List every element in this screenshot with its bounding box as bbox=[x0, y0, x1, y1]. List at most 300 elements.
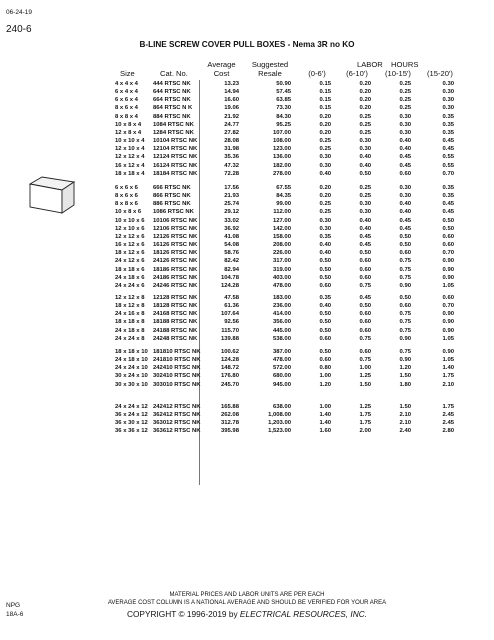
cell-labor-0-6: 0.40 bbox=[319, 242, 331, 249]
cell-suggested-resale: 236.00 bbox=[272, 303, 291, 310]
cell-average-cost: 21.92 bbox=[224, 113, 239, 120]
cell-labor-6-10: 0.45 bbox=[359, 233, 371, 240]
cell-average-cost: 41.08 bbox=[224, 233, 239, 240]
cell-suggested-resale: 136.00 bbox=[272, 154, 291, 161]
cell-suggested-resale: 63.85 bbox=[276, 97, 291, 104]
cell-labor-15-20: 2.45 bbox=[442, 412, 454, 419]
cell-labor-6-10: 0.60 bbox=[359, 319, 371, 326]
cell-suggested-resale: 158.00 bbox=[272, 233, 291, 240]
cell-suggested-resale: 123.00 bbox=[272, 146, 291, 153]
cell-labor-10-15: 0.40 bbox=[399, 146, 411, 153]
cell-cat-no: 24186 RTSC NK bbox=[153, 274, 198, 281]
cell-labor-15-20: 0.35 bbox=[442, 113, 454, 120]
header-hours: HOURS bbox=[391, 60, 419, 69]
cell-average-cost: 24.77 bbox=[224, 121, 239, 128]
cell-labor-0-6: 1.40 bbox=[319, 412, 331, 419]
cell-size: 30 x 24 x 10 bbox=[115, 373, 148, 380]
cell-labor-10-15: 0.30 bbox=[399, 193, 411, 200]
cell-average-cost: 27.82 bbox=[224, 129, 239, 136]
cell-labor-15-20: 0.60 bbox=[442, 295, 454, 301]
cell-labor-10-15: 0.40 bbox=[399, 201, 411, 208]
cell-size: 12 x 12 x 6 bbox=[115, 233, 145, 240]
cell-labor-0-6: 0.20 bbox=[319, 193, 331, 200]
cell-average-cost: 312.78 bbox=[220, 420, 239, 427]
cell-average-cost: 19.06 bbox=[224, 105, 239, 112]
cell-labor-15-20: 0.35 bbox=[442, 185, 454, 191]
cell-size: 8 x 6 x 4 bbox=[115, 105, 138, 112]
cell-size: 12 x 12 x 8 bbox=[115, 295, 145, 301]
cell-labor-6-10: 0.25 bbox=[359, 113, 371, 120]
cell-size: 8 x 8 x 6 bbox=[115, 201, 138, 208]
cell-average-cost: 17.56 bbox=[224, 185, 239, 191]
cell-labor-6-10: 0.60 bbox=[359, 311, 371, 318]
cell-suggested-resale: 356.00 bbox=[272, 319, 291, 326]
cell-size: 10 x 8 x 4 bbox=[115, 121, 142, 128]
cell-average-cost: 124.28 bbox=[220, 357, 239, 364]
cell-cat-no: 666 RTSC NK bbox=[153, 185, 191, 191]
cell-labor-0-6: 0.30 bbox=[319, 225, 331, 232]
cell-average-cost: 14.94 bbox=[224, 89, 239, 96]
cell-labor-15-20: 0.30 bbox=[442, 89, 454, 96]
cell-labor-0-6: 0.60 bbox=[319, 357, 331, 364]
cell-labor-10-15: 1.50 bbox=[399, 373, 411, 380]
cell-average-cost: 107.64 bbox=[220, 311, 239, 318]
cell-size: 24 x 24 x 10 bbox=[115, 365, 148, 372]
cell-suggested-resale: 67.55 bbox=[276, 185, 291, 191]
cell-labor-15-20: 0.90 bbox=[442, 266, 454, 273]
cell-labor-0-6: 0.60 bbox=[319, 335, 331, 342]
cell-suggested-resale: 112.00 bbox=[273, 209, 291, 216]
cell-suggested-resale: 1,203.00 bbox=[268, 420, 291, 427]
cell-cat-no: 18184 RTSC NK bbox=[153, 170, 198, 177]
cell-average-cost: 165.88 bbox=[220, 404, 239, 410]
cell-labor-6-10: 0.30 bbox=[359, 138, 371, 145]
cell-suggested-resale: 107.00 bbox=[272, 129, 291, 136]
cell-average-cost: 395.98 bbox=[220, 428, 239, 435]
cell-labor-0-6: 0.40 bbox=[319, 170, 331, 177]
cell-labor-10-15: 0.60 bbox=[399, 250, 411, 257]
cell-labor-15-20: 0.55 bbox=[442, 162, 454, 169]
header-range-6-10: (6-10') bbox=[346, 69, 368, 78]
cell-labor-0-6: 0.15 bbox=[319, 97, 331, 104]
cell-cat-no: 302410 RTSC NK bbox=[153, 373, 201, 380]
cell-cat-no: 24168 RTSC NK bbox=[153, 311, 198, 318]
cell-suggested-resale: 478.00 bbox=[272, 282, 291, 289]
cell-labor-0-6: 0.20 bbox=[319, 121, 331, 128]
npg-label: NPG bbox=[6, 602, 21, 609]
header-labor: LABOR bbox=[357, 60, 383, 69]
cell-labor-6-10: 1.25 bbox=[359, 404, 371, 410]
cell-cat-no: 24126 RTSC NK bbox=[153, 258, 198, 265]
cell-average-cost: 82.42 bbox=[224, 258, 239, 265]
cell-labor-15-20: 0.60 bbox=[442, 242, 454, 249]
cell-size: 18 x 18 x 10 bbox=[115, 349, 148, 355]
cell-average-cost: 13.23 bbox=[224, 81, 239, 87]
cell-suggested-resale: 182.00 bbox=[272, 162, 291, 169]
cell-labor-6-10: 1.75 bbox=[359, 412, 371, 419]
cell-size: 6 x 4 x 4 bbox=[115, 89, 138, 96]
cell-labor-6-10: 0.75 bbox=[359, 335, 371, 342]
cell-suggested-resale: 50.90 bbox=[276, 81, 291, 87]
cell-cat-no: 16124 RTSC NK bbox=[153, 162, 198, 169]
cell-labor-0-6: 0.30 bbox=[319, 162, 331, 169]
cell-labor-15-20: 0.45 bbox=[442, 138, 454, 145]
cell-labor-10-15: 0.75 bbox=[399, 266, 411, 273]
cell-labor-6-10: 0.45 bbox=[359, 295, 371, 301]
cell-suggested-resale: 572.00 bbox=[272, 365, 291, 372]
cell-labor-6-10: 0.40 bbox=[359, 225, 371, 232]
cell-labor-6-10: 0.20 bbox=[359, 89, 371, 96]
cell-size: 36 x 30 x 12 bbox=[115, 420, 148, 427]
cell-labor-6-10: 0.20 bbox=[359, 81, 371, 87]
cell-labor-15-20: 1.05 bbox=[442, 335, 454, 342]
copyright-prefix: COPYRIGHT © 1996-2019 by bbox=[126, 609, 240, 619]
cell-suggested-resale: 84.35 bbox=[276, 193, 291, 200]
cell-labor-0-6: 0.25 bbox=[319, 146, 331, 153]
cell-average-cost: 35.36 bbox=[224, 154, 239, 161]
cell-labor-6-10: 0.50 bbox=[359, 303, 371, 310]
page-title: B-LINE SCREW COVER PULL BOXES - Nema 3R no KO bbox=[139, 40, 355, 49]
cell-labor-6-10: 0.50 bbox=[359, 170, 371, 177]
cell-labor-0-6: 0.15 bbox=[319, 105, 331, 112]
date-label: 06-24-19 bbox=[6, 9, 33, 16]
cell-size: 8 x 6 x 6 bbox=[115, 193, 138, 200]
cell-labor-15-20: 0.90 bbox=[442, 274, 454, 281]
cell-labor-0-6: 1.00 bbox=[319, 404, 331, 410]
cell-labor-0-6: 0.30 bbox=[319, 154, 331, 161]
cell-average-cost: 58.76 bbox=[224, 250, 239, 257]
cell-labor-0-6: 0.40 bbox=[319, 303, 331, 310]
cell-average-cost: 28.08 bbox=[224, 138, 239, 145]
cell-suggested-resale: 945.00 bbox=[272, 381, 291, 388]
cell-labor-10-15: 0.40 bbox=[399, 209, 411, 216]
cell-suggested-resale: 680.00 bbox=[272, 373, 291, 380]
cell-labor-0-6: 0.40 bbox=[319, 250, 331, 257]
cell-cat-no: 18126 RTSC NK bbox=[153, 250, 198, 257]
cell-labor-15-20: 0.45 bbox=[442, 209, 454, 216]
cell-labor-10-15: 0.25 bbox=[399, 89, 411, 96]
cell-labor-0-6: 1.00 bbox=[319, 373, 331, 380]
cell-labor-15-20: 2.45 bbox=[442, 420, 454, 427]
cell-labor-10-15: 0.30 bbox=[399, 113, 411, 120]
cell-labor-0-6: 0.50 bbox=[319, 266, 331, 273]
cell-labor-10-15: 1.80 bbox=[399, 381, 411, 388]
cell-labor-6-10: 0.40 bbox=[359, 162, 371, 169]
cell-labor-0-6: 0.80 bbox=[319, 365, 331, 372]
cell-labor-0-6: 0.60 bbox=[319, 282, 331, 289]
cell-labor-10-15: 0.50 bbox=[399, 233, 411, 240]
cell-labor-0-6: 0.35 bbox=[319, 295, 331, 301]
cell-labor-10-15: 0.40 bbox=[399, 138, 411, 145]
cell-labor-10-15: 0.30 bbox=[399, 185, 411, 191]
cell-labor-0-6: 0.50 bbox=[319, 258, 331, 265]
cell-labor-6-10: 0.50 bbox=[359, 250, 371, 257]
cell-average-cost: 33.02 bbox=[224, 217, 239, 224]
cell-labor-10-15: 2.10 bbox=[399, 412, 411, 419]
cell-labor-10-15: 0.50 bbox=[399, 242, 411, 249]
cell-cat-no: 12128 RTSC NK bbox=[153, 295, 198, 301]
cell-labor-15-20: 0.50 bbox=[442, 225, 454, 232]
cell-cat-no: 18188 RTSC NK bbox=[153, 319, 198, 326]
cell-labor-6-10: 0.75 bbox=[359, 282, 371, 289]
cell-labor-6-10: 0.60 bbox=[359, 327, 371, 334]
cell-labor-10-15: 1.20 bbox=[399, 365, 411, 372]
cell-labor-15-20: 0.45 bbox=[442, 146, 454, 153]
cell-cat-no: 864 RTSC N K bbox=[153, 105, 193, 112]
cell-labor-0-6: 1.40 bbox=[319, 420, 331, 427]
cell-labor-6-10: 0.30 bbox=[359, 201, 371, 208]
cell-labor-10-15: 0.75 bbox=[399, 274, 411, 281]
cell-average-cost: 148.72 bbox=[220, 365, 239, 372]
cell-cat-no: 303010 RTSC NK bbox=[153, 381, 201, 388]
cell-labor-15-20: 1.40 bbox=[442, 365, 454, 372]
copyright-company: ELECTRICAL RESOURCES, INC. bbox=[239, 609, 368, 619]
cell-suggested-resale: 1,008.00 bbox=[268, 412, 291, 419]
cell-labor-10-15: 0.90 bbox=[399, 282, 411, 289]
cell-cat-no: 24188 RTSC NK bbox=[153, 327, 198, 334]
cell-size: 18 x 18 x 4 bbox=[115, 170, 145, 177]
cell-suggested-resale: 538.00 bbox=[272, 335, 291, 342]
cell-size: 18 x 12 x 6 bbox=[115, 250, 145, 257]
cell-size: 16 x 12 x 4 bbox=[115, 162, 145, 169]
cell-average-cost: 72.28 bbox=[224, 170, 239, 177]
cell-labor-15-20: 0.70 bbox=[442, 250, 454, 257]
cell-labor-6-10: 0.40 bbox=[359, 217, 371, 224]
cell-cat-no: 18186 RTSC NK bbox=[153, 266, 198, 273]
cell-cat-no: 16126 RTSC NK bbox=[153, 242, 198, 249]
cell-cat-no: 10106 RTSC NK bbox=[153, 217, 198, 224]
cell-labor-6-10: 0.75 bbox=[359, 357, 371, 364]
cell-cat-no: 24246 RTSC NK bbox=[153, 282, 198, 289]
cell-suggested-resale: 478.00 bbox=[272, 357, 291, 364]
cell-labor-6-10: 1.25 bbox=[359, 373, 371, 380]
cell-labor-10-15: 0.45 bbox=[399, 162, 411, 169]
cell-cat-no: 12106 RTSC NK bbox=[153, 225, 198, 232]
cell-size: 8 x 8 x 4 bbox=[115, 113, 138, 120]
cell-labor-10-15: 2.10 bbox=[399, 420, 411, 427]
cell-labor-15-20: 1.75 bbox=[442, 404, 454, 410]
cell-suggested-resale: 95.25 bbox=[276, 121, 291, 128]
cell-suggested-resale: 127.00 bbox=[272, 217, 291, 224]
cell-labor-10-15: 0.75 bbox=[399, 349, 411, 355]
header-cost: Cost bbox=[213, 69, 230, 78]
page-number: 240-6 bbox=[6, 24, 32, 35]
cell-cat-no: 24248 RTSC NK bbox=[153, 335, 198, 342]
cell-cat-no: 644 RTSC NK bbox=[153, 89, 191, 96]
cell-labor-0-6: 0.20 bbox=[319, 129, 331, 136]
cell-labor-0-6: 0.20 bbox=[319, 113, 331, 120]
cell-labor-6-10: 0.25 bbox=[359, 185, 371, 191]
cell-labor-0-6: 0.15 bbox=[319, 81, 331, 87]
cell-average-cost: 245.70 bbox=[220, 381, 239, 388]
cell-average-cost: 92.56 bbox=[224, 319, 239, 326]
cell-average-cost: 54.08 bbox=[224, 242, 239, 249]
cell-average-cost: 61.36 bbox=[224, 303, 239, 310]
cell-labor-6-10: 0.40 bbox=[359, 154, 371, 161]
pull-box-icon bbox=[28, 175, 76, 220]
cell-average-cost: 139.88 bbox=[220, 335, 239, 342]
cell-labor-15-20: 0.30 bbox=[442, 81, 454, 87]
cell-labor-15-20: 0.70 bbox=[442, 303, 454, 310]
cell-size: 24 x 24 x 6 bbox=[115, 282, 145, 289]
header-range-15-20: (15-20') bbox=[427, 69, 453, 78]
cell-cat-no: 181810 RTSC NK bbox=[153, 349, 201, 355]
cell-labor-6-10: 0.60 bbox=[359, 266, 371, 273]
cell-labor-15-20: 0.90 bbox=[442, 327, 454, 334]
cell-cat-no: 363612 RTSC NK bbox=[153, 428, 201, 435]
cell-size: 24 x 18 x 8 bbox=[115, 327, 145, 334]
cell-average-cost: 47.32 bbox=[224, 162, 239, 169]
cell-suggested-resale: 319.00 bbox=[272, 266, 291, 273]
section-reference: 18A-6 bbox=[6, 611, 24, 618]
cell-suggested-resale: 99.00 bbox=[276, 201, 291, 208]
cell-labor-10-15: 0.30 bbox=[399, 129, 411, 136]
cell-suggested-resale: 403.00 bbox=[272, 274, 291, 281]
cell-cat-no: 866 RTSC NK bbox=[153, 193, 191, 200]
header-resale: Resale bbox=[258, 69, 282, 78]
cell-suggested-resale: 445.00 bbox=[272, 327, 291, 334]
cell-labor-0-6: 0.50 bbox=[319, 349, 331, 355]
cell-size: 24 x 24 x 12 bbox=[115, 404, 148, 410]
cell-suggested-resale: 278.00 bbox=[272, 170, 291, 177]
cell-average-cost: 104.78 bbox=[220, 274, 239, 281]
cell-suggested-resale: 84.30 bbox=[276, 113, 291, 120]
cell-labor-6-10: 0.20 bbox=[359, 97, 371, 104]
cell-labor-10-15: 0.60 bbox=[399, 303, 411, 310]
cell-labor-10-15: 0.60 bbox=[399, 170, 411, 177]
cell-cat-no: 362412 RTSC NK bbox=[153, 412, 201, 419]
cell-labor-10-15: 0.45 bbox=[399, 217, 411, 224]
cell-labor-10-15: 1.50 bbox=[399, 404, 411, 410]
cell-labor-15-20: 0.30 bbox=[442, 105, 454, 112]
cell-labor-15-20: 0.90 bbox=[442, 349, 454, 355]
cell-average-cost: 100.62 bbox=[220, 349, 239, 355]
cell-size: 30 x 30 x 10 bbox=[115, 381, 148, 388]
cell-labor-6-10: 0.20 bbox=[359, 105, 371, 112]
cell-average-cost: 16.60 bbox=[224, 97, 239, 104]
cell-labor-0-6: 0.50 bbox=[319, 311, 331, 318]
cell-size: 10 x 10 x 4 bbox=[115, 138, 145, 145]
cell-cat-no: 1086 RTSC NK bbox=[153, 209, 194, 216]
cell-size: 18 x 18 x 8 bbox=[115, 319, 145, 326]
cell-average-cost: 25.74 bbox=[224, 201, 239, 208]
cell-size: 24 x 16 x 8 bbox=[115, 311, 145, 318]
cell-labor-6-10: 0.25 bbox=[359, 129, 371, 136]
cell-average-cost: 115.70 bbox=[221, 327, 239, 334]
cell-labor-15-20: 2.80 bbox=[442, 428, 454, 435]
cell-size: 6 x 6 x 6 bbox=[115, 185, 138, 191]
cell-size: 10 x 8 x 6 bbox=[115, 209, 142, 216]
cell-labor-0-6: 0.50 bbox=[319, 327, 331, 334]
cell-labor-6-10: 0.30 bbox=[359, 146, 371, 153]
footer-note-units: MATERIAL PRICES AND LABOR UNITS ARE PER EACH bbox=[169, 592, 325, 598]
cell-labor-6-10: 0.25 bbox=[359, 121, 371, 128]
cell-cat-no: 18128 RTSC NK bbox=[153, 303, 198, 310]
cell-labor-15-20: 0.35 bbox=[442, 193, 454, 200]
cell-average-cost: 31.98 bbox=[224, 146, 239, 153]
cell-size: 36 x 36 x 12 bbox=[115, 428, 148, 435]
cell-suggested-resale: 57.45 bbox=[276, 89, 291, 96]
cell-labor-0-6: 0.25 bbox=[319, 138, 331, 145]
cell-labor-6-10: 1.75 bbox=[359, 420, 371, 427]
cell-labor-15-20: 0.35 bbox=[442, 129, 454, 136]
cell-suggested-resale: 1,523.00 bbox=[268, 428, 291, 435]
cell-size: 4 x 4 x 4 bbox=[115, 81, 138, 87]
cell-cat-no: 363012 RTSC NK bbox=[153, 420, 201, 427]
cell-cat-no: 242410 RTSC NK bbox=[153, 365, 201, 372]
cell-labor-15-20: 0.55 bbox=[442, 154, 454, 161]
cell-labor-15-20: 1.05 bbox=[442, 357, 454, 364]
cell-size: 18 x 12 x 8 bbox=[115, 303, 145, 310]
cell-average-cost: 21.93 bbox=[224, 193, 239, 200]
cell-labor-15-20: 0.35 bbox=[442, 121, 454, 128]
header-cat-no: Cat. No. bbox=[160, 69, 188, 78]
cell-cat-no: 664 RTSC NK bbox=[153, 97, 191, 104]
cell-suggested-resale: 638.00 bbox=[272, 404, 291, 410]
cell-size: 36 x 24 x 12 bbox=[115, 412, 148, 419]
cell-cat-no: 242412 RTSC NK bbox=[153, 404, 201, 410]
cell-labor-0-6: 0.25 bbox=[319, 201, 331, 208]
cell-average-cost: 262.08 bbox=[220, 412, 239, 419]
header-average: Average bbox=[207, 60, 236, 69]
cell-size: 6 x 6 x 4 bbox=[115, 97, 138, 104]
cell-suggested-resale: 414.00 bbox=[272, 311, 291, 318]
cell-size: 16 x 12 x 6 bbox=[115, 242, 145, 249]
cell-size: 24 x 18 x 6 bbox=[115, 274, 145, 281]
cell-labor-6-10: 0.60 bbox=[359, 349, 371, 355]
footer-note-average: AVERAGE COST COLUMN IS A NATIONAL AVERAGE AND SHOULD BE VERIFIED FOR YOUR AREA bbox=[107, 600, 387, 606]
cell-suggested-resale: 387.00 bbox=[272, 349, 291, 355]
cell-labor-10-15: 0.90 bbox=[399, 357, 411, 364]
cell-size: 24 x 12 x 6 bbox=[115, 258, 145, 265]
cell-labor-6-10: 1.50 bbox=[359, 381, 371, 388]
cell-labor-10-15: 0.45 bbox=[399, 225, 411, 232]
cell-cat-no: 12104 RTSC NK bbox=[153, 146, 198, 153]
cell-labor-0-6: 0.15 bbox=[319, 89, 331, 96]
cell-labor-6-10: 0.25 bbox=[359, 193, 371, 200]
cell-labor-0-6: 0.50 bbox=[319, 319, 331, 326]
cell-suggested-resale: 142.00 bbox=[272, 225, 291, 232]
cell-labor-0-6: 0.35 bbox=[319, 233, 331, 240]
cell-labor-15-20: 0.45 bbox=[442, 201, 454, 208]
cell-cat-no: 884 RTSC NK bbox=[153, 113, 191, 120]
cell-labor-15-20: 0.90 bbox=[442, 319, 454, 326]
cell-labor-6-10: 0.60 bbox=[359, 258, 371, 265]
cell-average-cost: 47.58 bbox=[224, 295, 239, 301]
cell-labor-6-10: 0.30 bbox=[359, 209, 371, 216]
cell-cat-no: 444 RTSC NK bbox=[153, 81, 191, 87]
copyright bbox=[0, 609, 494, 619]
cell-labor-0-6: 0.50 bbox=[319, 274, 331, 281]
header-range-10-15: (10-15') bbox=[385, 69, 411, 78]
cell-size: 24 x 18 x 10 bbox=[115, 357, 148, 364]
cell-labor-15-20: 0.30 bbox=[442, 97, 454, 104]
cell-average-cost: 124.28 bbox=[220, 282, 239, 289]
cell-labor-10-15: 0.75 bbox=[399, 311, 411, 318]
cell-cat-no: 12124 RTSC NK bbox=[153, 154, 198, 161]
cell-labor-0-6: 0.30 bbox=[319, 217, 331, 224]
cell-cat-no: 10104 RTSC NK bbox=[153, 138, 198, 145]
cell-suggested-resale: 108.00 bbox=[272, 138, 291, 145]
cell-labor-15-20: 0.90 bbox=[442, 258, 454, 265]
cell-labor-10-15: 0.75 bbox=[399, 319, 411, 326]
cell-labor-10-15: 0.25 bbox=[399, 105, 411, 112]
cell-labor-0-6: 0.20 bbox=[319, 185, 331, 191]
cell-labor-10-15: 2.40 bbox=[399, 428, 411, 435]
cell-labor-6-10: 1.00 bbox=[359, 365, 371, 372]
header-range-0-6: (0-6') bbox=[308, 69, 326, 78]
cell-labor-15-20: 0.90 bbox=[442, 311, 454, 318]
